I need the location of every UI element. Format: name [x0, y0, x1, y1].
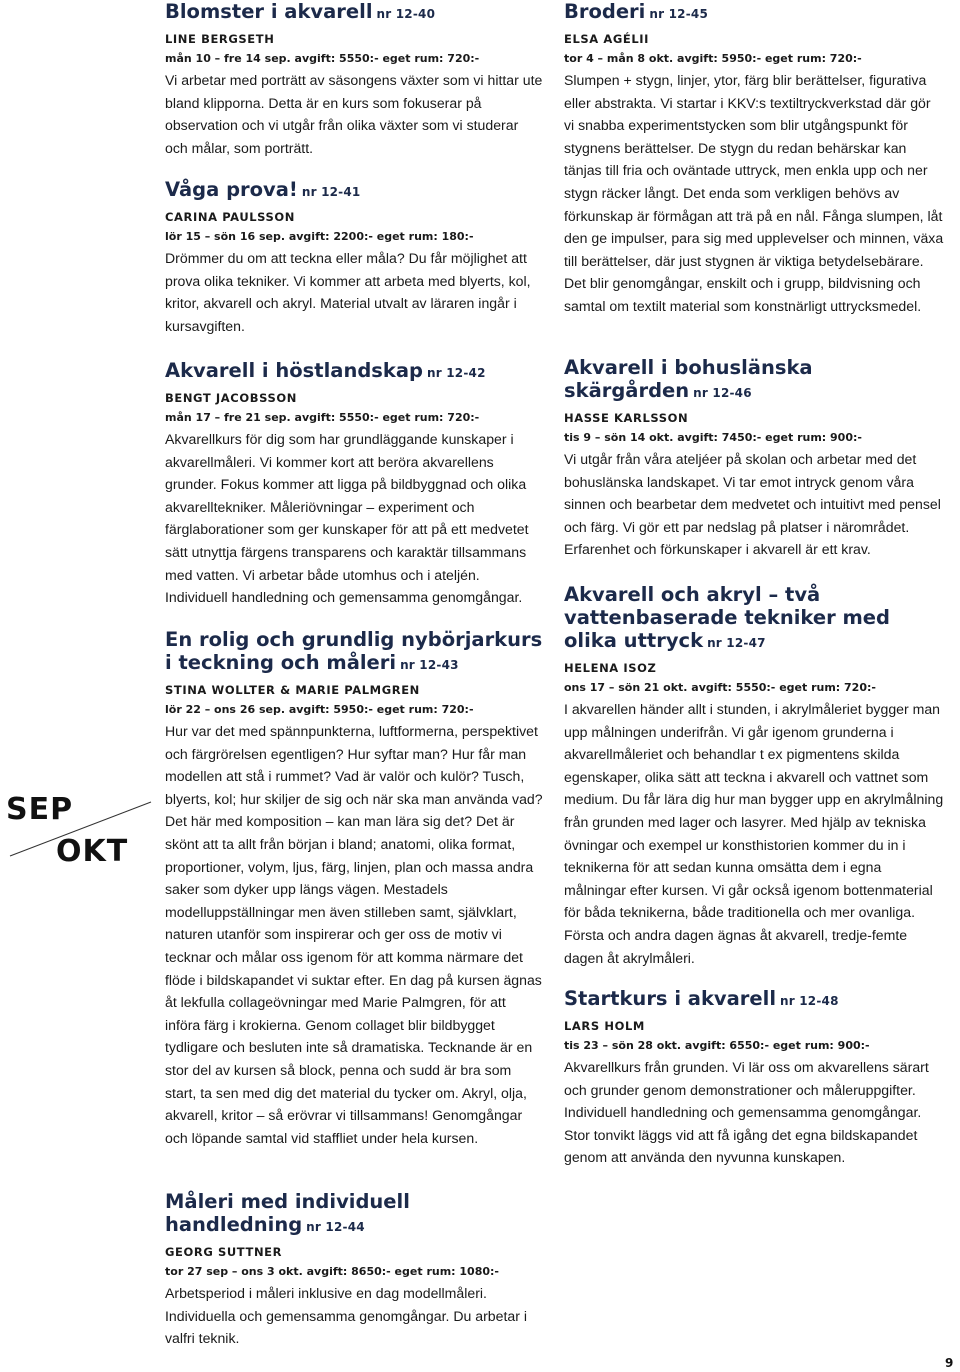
course-description: Akvarellkurs för dig som har grundläggande kunskaper i akvarellmåleri. Vi kommer kort att beröra akvarellens grunder. Fokus kommer att ligga på bildbyggnad och olika akvarelltekniker. Måleriövningar – experiment och färglaborationer som ger kunskaper för att på ett medvetet sätt utnyttja färgens transparens och karaktär tillsammans med vatten. Vi arbetar både utomhus och i ateljén. Individuell handledning och gemensamma genomgångar. — [165, 431, 529, 606]
course-teacher: LINE BERGSETH — [165, 32, 275, 46]
course-number: nr 12-40 — [376, 7, 436, 21]
course-title: En rolig och grundlig nybörjarkurs i teckning och måleri nr 12-43 — [165, 628, 543, 674]
course-title: Blomster i akvarell nr 12-40 — [165, 0, 436, 23]
course-number: nr 12-44 — [306, 1220, 365, 1234]
course-number: nr 12-42 — [427, 366, 486, 380]
course-dates-fees: tis 23 – sön 28 okt. avgift: 6550:- eget rum: 900:- — [564, 1039, 870, 1052]
course-dates-fees: lör 22 – ons 26 sep. avgift: 5950:- eget rum: 720:- — [165, 703, 474, 716]
course-description: Arbetsperiod i måleri inklusive en dag modellmåleri. Individuella och gemensamma genomgångar. Du arbetar i valfri teknik. — [165, 1285, 527, 1347]
course-dates-fees: tor 27 sep – ons 3 okt. avgift: 8650:- eget rum: 1080:- — [165, 1265, 499, 1278]
course-number: nr 12-47 — [707, 636, 766, 650]
course-title: Broderi nr 12-45 — [564, 0, 708, 23]
course-title: Akvarell i bohuslänska skärgården nr 12-46 — [564, 356, 813, 402]
course-teacher: ELSA AGÉLII — [564, 32, 650, 46]
course-number: nr 12-41 — [301, 185, 361, 199]
course-title: Akvarell och akryl – två vattenbaserade tekniker med olika uttryck nr 12-47 — [564, 583, 890, 652]
course-teacher: HELENA ISOZ — [564, 661, 657, 675]
course-teacher: HASSE KARLSSON — [564, 411, 689, 425]
course-12-48 — [564, 987, 944, 1169]
course-dates-fees: tor 4 – mån 8 okt. avgift: 5950:- eget rum: 720:- — [564, 52, 862, 65]
course-title: Akvarell i höstlandskap nr 12-42 — [165, 359, 486, 382]
page-number: 9 — [945, 1356, 954, 1370]
course-number: nr 12-46 — [693, 386, 752, 400]
course-teacher: BENGT JACOBSSON — [165, 391, 297, 405]
course-number: nr 12-45 — [649, 7, 708, 21]
course-description: Akvarellkurs från grunden. Vi lär oss om akvarellens särart och grunder genom demonstrationer och måleruppgifter. Individuell handledning och gemensamma genomgångar. Stor tonvikt läggs vid att få igång det egna bildskapandet genom att använda den nyvunna kunskapen. — [564, 1059, 929, 1166]
course-description: Drömmer du om att teckna eller måla? Du får möjlighet att prova olika tekniker. Vi kommer att arbeta med blyerts, kol, kritor, akvarell och akryl. Material utvalt av läraren ingår i kursavgiften. — [165, 250, 531, 334]
course-title: Måleri med individuell handledning nr 12-44 — [165, 1190, 410, 1236]
course-description: Slumpen + stygn, linjer, ytor, färg blir berättelser, figurativa eller abstrakta. Vi startar i KKV:s textiltryckverkstad där gör vi snabba experimentstycken som blir utgångspunkt för stygnens berättelser. De stygn du redan behärskar kan tänjas till fria och oväntade uttryck, men enkla upp och ner stygn räcker långt. Det enda som verkligen behövs av förkunskap är förmågan att trä på en nål. Fånga slumpen, låt den ge impulser, para sig med upplevelser och minnen, växa till berättelser, där just stygnen är viktiga betydelsebärare. Det blir genomgångar, enskilt och i grupp, bildvisning och samtal om textilt material som konstnärligt uttrycksmedel. — [564, 72, 944, 314]
course-12-45 — [564, 0, 944, 318]
course-12-47 — [564, 583, 944, 969]
course-teacher: CARINA PAULSSON — [165, 210, 296, 224]
course-teacher: STINA WOLLTER & MARIE PALMGREN — [165, 683, 420, 697]
course-description: Vi arbetar med porträtt av säsongens växter som vi hittar ute bland klipporna. Detta är en kurs som fokuserar på observation och vi utgår från olika växter som vi studerar och målar, som porträtt. — [165, 72, 543, 156]
course-teacher: GEORG SUTTNER — [165, 1245, 283, 1259]
month-from: SEP — [6, 792, 74, 827]
course-description: Hur var det med spännpunkterna, luftformerna, perspektivet och färgrörelsen egentligen? Hur syftar man? Hur får man modellen att stå i rummet? Vad är valör och kulör? Tusch, blyerts, kol; hur skiljer de sig och när ska man använda vad? Det här med komposition – kan man lära sig det? Det är skönt att ta allt från början i bland; anatomi, olika format, proportioner, volym, ljus, färg, linjen, plan och massa andra saker som dyker upp längs vägen. Mestadels modelluppställningar men även stilleben samt, självklart, naturen utanför som inspirerar och ger oss de motiv vi tecknar och målar oss igenom för att komma närmare det flöde i bildskapandet vi suktar efter. En dag på kursen ägnas åt lekfulla collageövningar med Marie Palmgren, för att införa färg i krokierna. Genom collaget blir bildbygget tydligare och besluten inte så dramatiska. Tecknande är en stor del av kursen så block, penna och sudd är bra som start, ta sen med dig det material du tycker om. Akryl, olja, akvarell, kritor – så erövrar vi tillsammans! Genomgångar och löpande samtal vid staffliet under hela kursen. — [165, 723, 543, 1146]
course-12-43 — [165, 628, 543, 1149]
course-12-41 — [165, 178, 543, 337]
course-teacher: LARS HOLM — [564, 1019, 645, 1033]
course-description: I akvarellen händer allt i stunden, i akrylmåleriet bygger man upp målningen underifrån. Vi går igenom grunderna i akvarellmåleriet och behandlar t ex pigmentens skilda egenskaper, olika sätt att teckna i akvarell och vattnet som medium. Du får lära dig hur man bygger upp en akrylmålning från grunden med lager och lasyrer. Med hjälp av tekniska övningar och exempel ur konsthistorien kommer du in i teknikerna för att sedan kunna omsätta dem i egna målningar efter kursen. Vi går också igenom bottenmaterial för båda teknikerna, både traditionella och mer ovanliga. Första och andra dagen ägnas åt akvarell, tredje-femte dagen åt akrylmåleri. — [564, 701, 944, 966]
course-12-42 — [165, 359, 543, 609]
month-range-marker — [6, 790, 141, 870]
course-title: Våga prova! nr 12-41 — [165, 178, 361, 201]
course-title: Startkurs i akvarell nr 12-48 — [564, 987, 839, 1010]
course-dates-fees: tis 9 – sön 14 okt. avgift: 7450:- eget rum: 900:- — [564, 431, 862, 444]
course-number: nr 12-43 — [400, 658, 459, 672]
course-dates-fees: lör 15 – sön 16 sep. avgift: 2200:- eget rum: 180:- — [165, 230, 474, 243]
course-12-44 — [165, 1190, 543, 1350]
course-dates-fees: mån 10 – fre 14 sep. avgift: 5550:- eget rum: 720:- — [165, 52, 480, 65]
course-12-40 — [165, 0, 543, 159]
course-dates-fees: mån 17 – fre 21 sep. avgift: 5550:- eget rum: 720:- — [165, 411, 480, 424]
month-to: OKT — [56, 834, 129, 869]
course-dates-fees: ons 17 – sön 21 okt. avgift: 5550:- eget rum: 720:- — [564, 681, 876, 694]
course-description: Vi utgår från våra ateljéer på skolan och arbetar med det bohuslänska landskapet. Vi tar emot intryck genom våra sinnen och bearbetar dem medvetet och intuitivt med pensel och färg. Vi gör ett par nedslag på platser i närområdet. Erfarenhet och förkunskaper i akvarell är ett krav. — [564, 451, 941, 558]
course-number: nr 12-48 — [780, 994, 839, 1008]
course-12-46 — [564, 356, 944, 561]
